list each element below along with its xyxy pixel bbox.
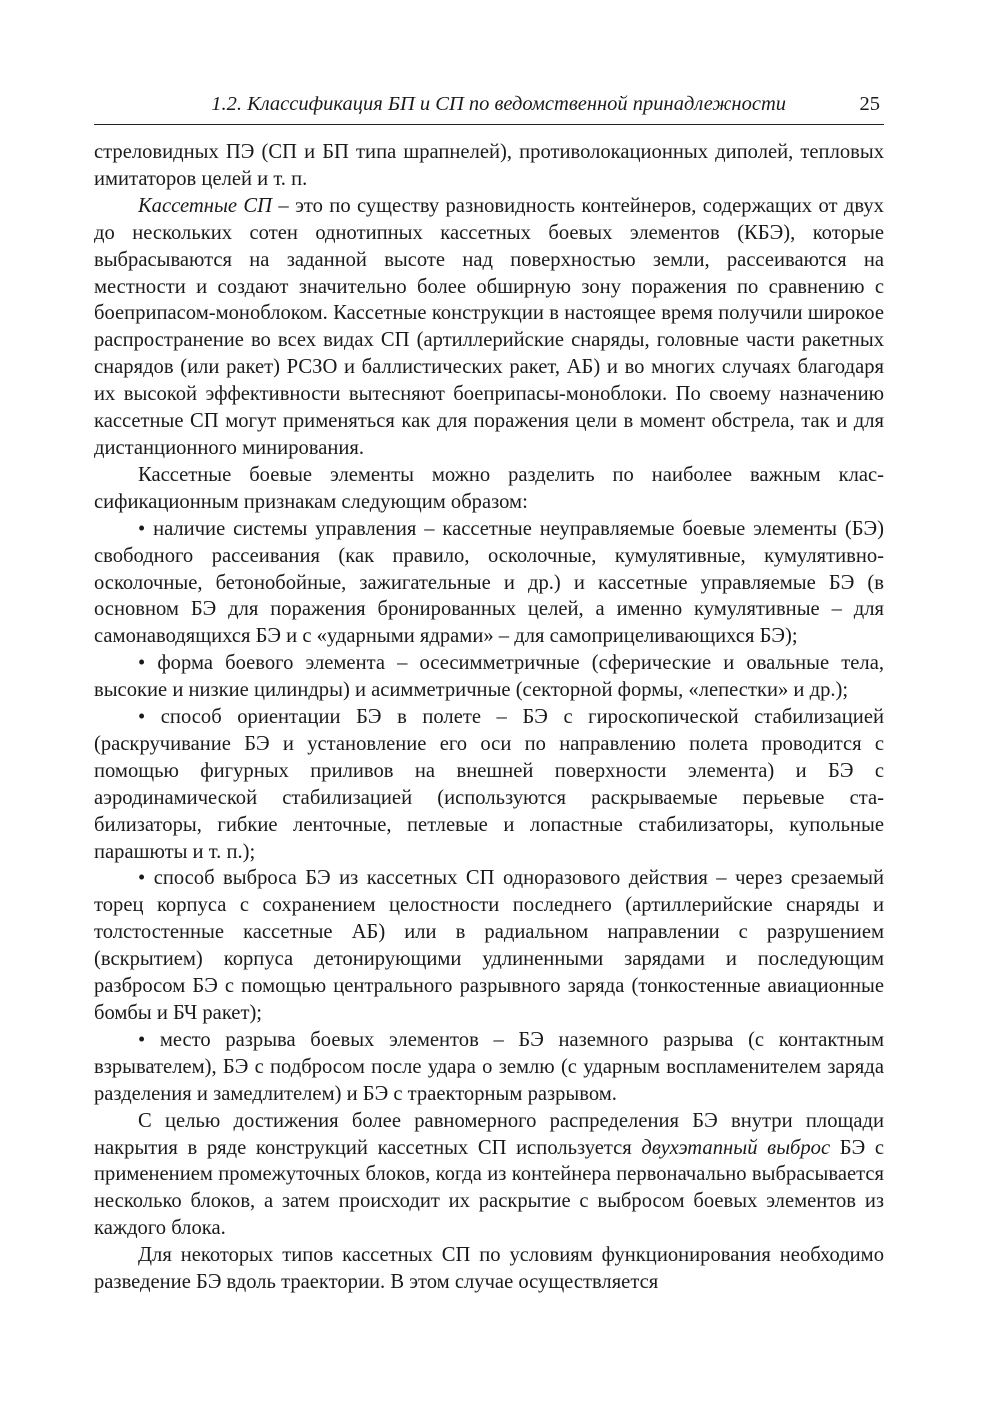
paragraph-two-stage-ejection xyxy=(94,1108,884,1243)
paragraph-text: БЭ с применением промежуточных блоков, когда из контейнера первоначально выбрасывается несколько блоков, а затем происходит их раскрытие с выбросом боевых элементов из каждого блока. xyxy=(94,1136,884,1240)
paragraph-cassette-definition xyxy=(94,193,884,462)
list-item-orientation: • способ ориентации БЭ в полете – БЭ с гироскопической стабилизацией (раскручивание БЭ и установление его оси по направлению полета проводится с помощью фигурных приливов на внешней поверхности элемента) и БЭ с аэродинамической стабилизацией (используются раскрываемые перьевые стабилизаторы, гибкие ленточные, петлевые и лопастные стабилизаторы, купольные парашюты и т. п.); xyxy=(94,706,884,863)
paragraph-text: С целью достижения более равномерного распределения БЭ внутри площади накрытия в ряде конструкций кассетных СП используется xyxy=(94,1109,884,1159)
running-header xyxy=(94,80,884,125)
paragraph-trajectory-dispersion: Для некоторых типов кассетных СП по условиям функционирования необходимо разведение БЭ вдоль траектории. В этом случае осуществляется xyxy=(94,1244,884,1294)
term-cassette-sp: Кассетные СП xyxy=(138,194,273,217)
paragraph-continuation: стреловидных ПЭ (СП и БП типа шрапнелей), противолокационных диполей, тепловых имитаторов целей и т. п. xyxy=(94,141,884,190)
list-item-burst-location: • место разрыва боевых элементов – БЭ наземного разрыва (с контактным взрывателем), БЭ с подбросом после удара о землю (с ударным воспламенителем заряда разделения и замедлителем) и БЭ с траекторным разрывом. xyxy=(94,1028,884,1105)
book-page xyxy=(94,80,884,1296)
term-two-stage-ejection: двухэтапный выброс xyxy=(641,1136,831,1159)
list-item-control-system: • наличие системы управления – кассетные неуправляемые боевые элементы (БЭ) свободного рассеивания (как правило, осколочные, кумулятивные, кумулятивно-осколочные, бетонобойные, зажигательные и др.) и кассетные управляемые БЭ (в основном БЭ для поражения бронированных целей, а именно кумулятивные – для самонаводящихся БЭ и с «ударными ядрами» – для самоприцеливающихся БЭ); xyxy=(94,517,884,648)
running-title: 1.2. Классификация БП и СП по ведомственной принадлежности xyxy=(211,93,786,115)
list-item-element-shape: • форма боевого элемента – осесимметричные (сферические и овальные тела, высокие и низкие цилиндры) и асимметричные (секторной формы, «лепестки» и др.); xyxy=(94,652,884,702)
page-number: 25 xyxy=(859,93,880,115)
paragraph-classification-intro: Кассетные боевые элементы можно разделить по наиболее важным классификационным признакам следующим образом: xyxy=(94,463,884,513)
list-item-ejection: • способ выброса БЭ из кассетных СП одноразового действия – через срезаемый торец корпуса с сохранением целостности последнего (артиллерийские снаряды и толстостенные кассетные АБ) или в радиальном направлении с разрушением (вскрытием) корпуса детонирующими удлиненными зарядами и последующим разбросом БЭ с помощью центрального разрывного заряда (тонкостенные авиационные бомбы и БЧ ракет); xyxy=(94,867,884,1024)
body-text xyxy=(94,139,884,1296)
paragraph-text: – это по существу разновидность контейнеров, содержащих от двух до нескольких сотен однотипных кассетных боевых элементов (КБЭ), которые выбрасываются на заданной высоте над поверхностью земли, рассеиваются на местности и создают значительно более обширную зону поражения по сравнению с боеприпасом-моноблоком. Кассетные конструкции в настоящее время получили широкое распространение во всех видах СП (артиллерийские снаряды, головные части ракетных снарядов (или ракет) РСЗО и баллистических ракет, АБ) и во многих случаях благодаря их высокой эффективности вытесняют боеприпасы-моноблоки. По своему назначению кассетные СП могут применяться как для поражения цели в момент обстрела, так и для дистанционного минирования. xyxy=(94,194,884,459)
